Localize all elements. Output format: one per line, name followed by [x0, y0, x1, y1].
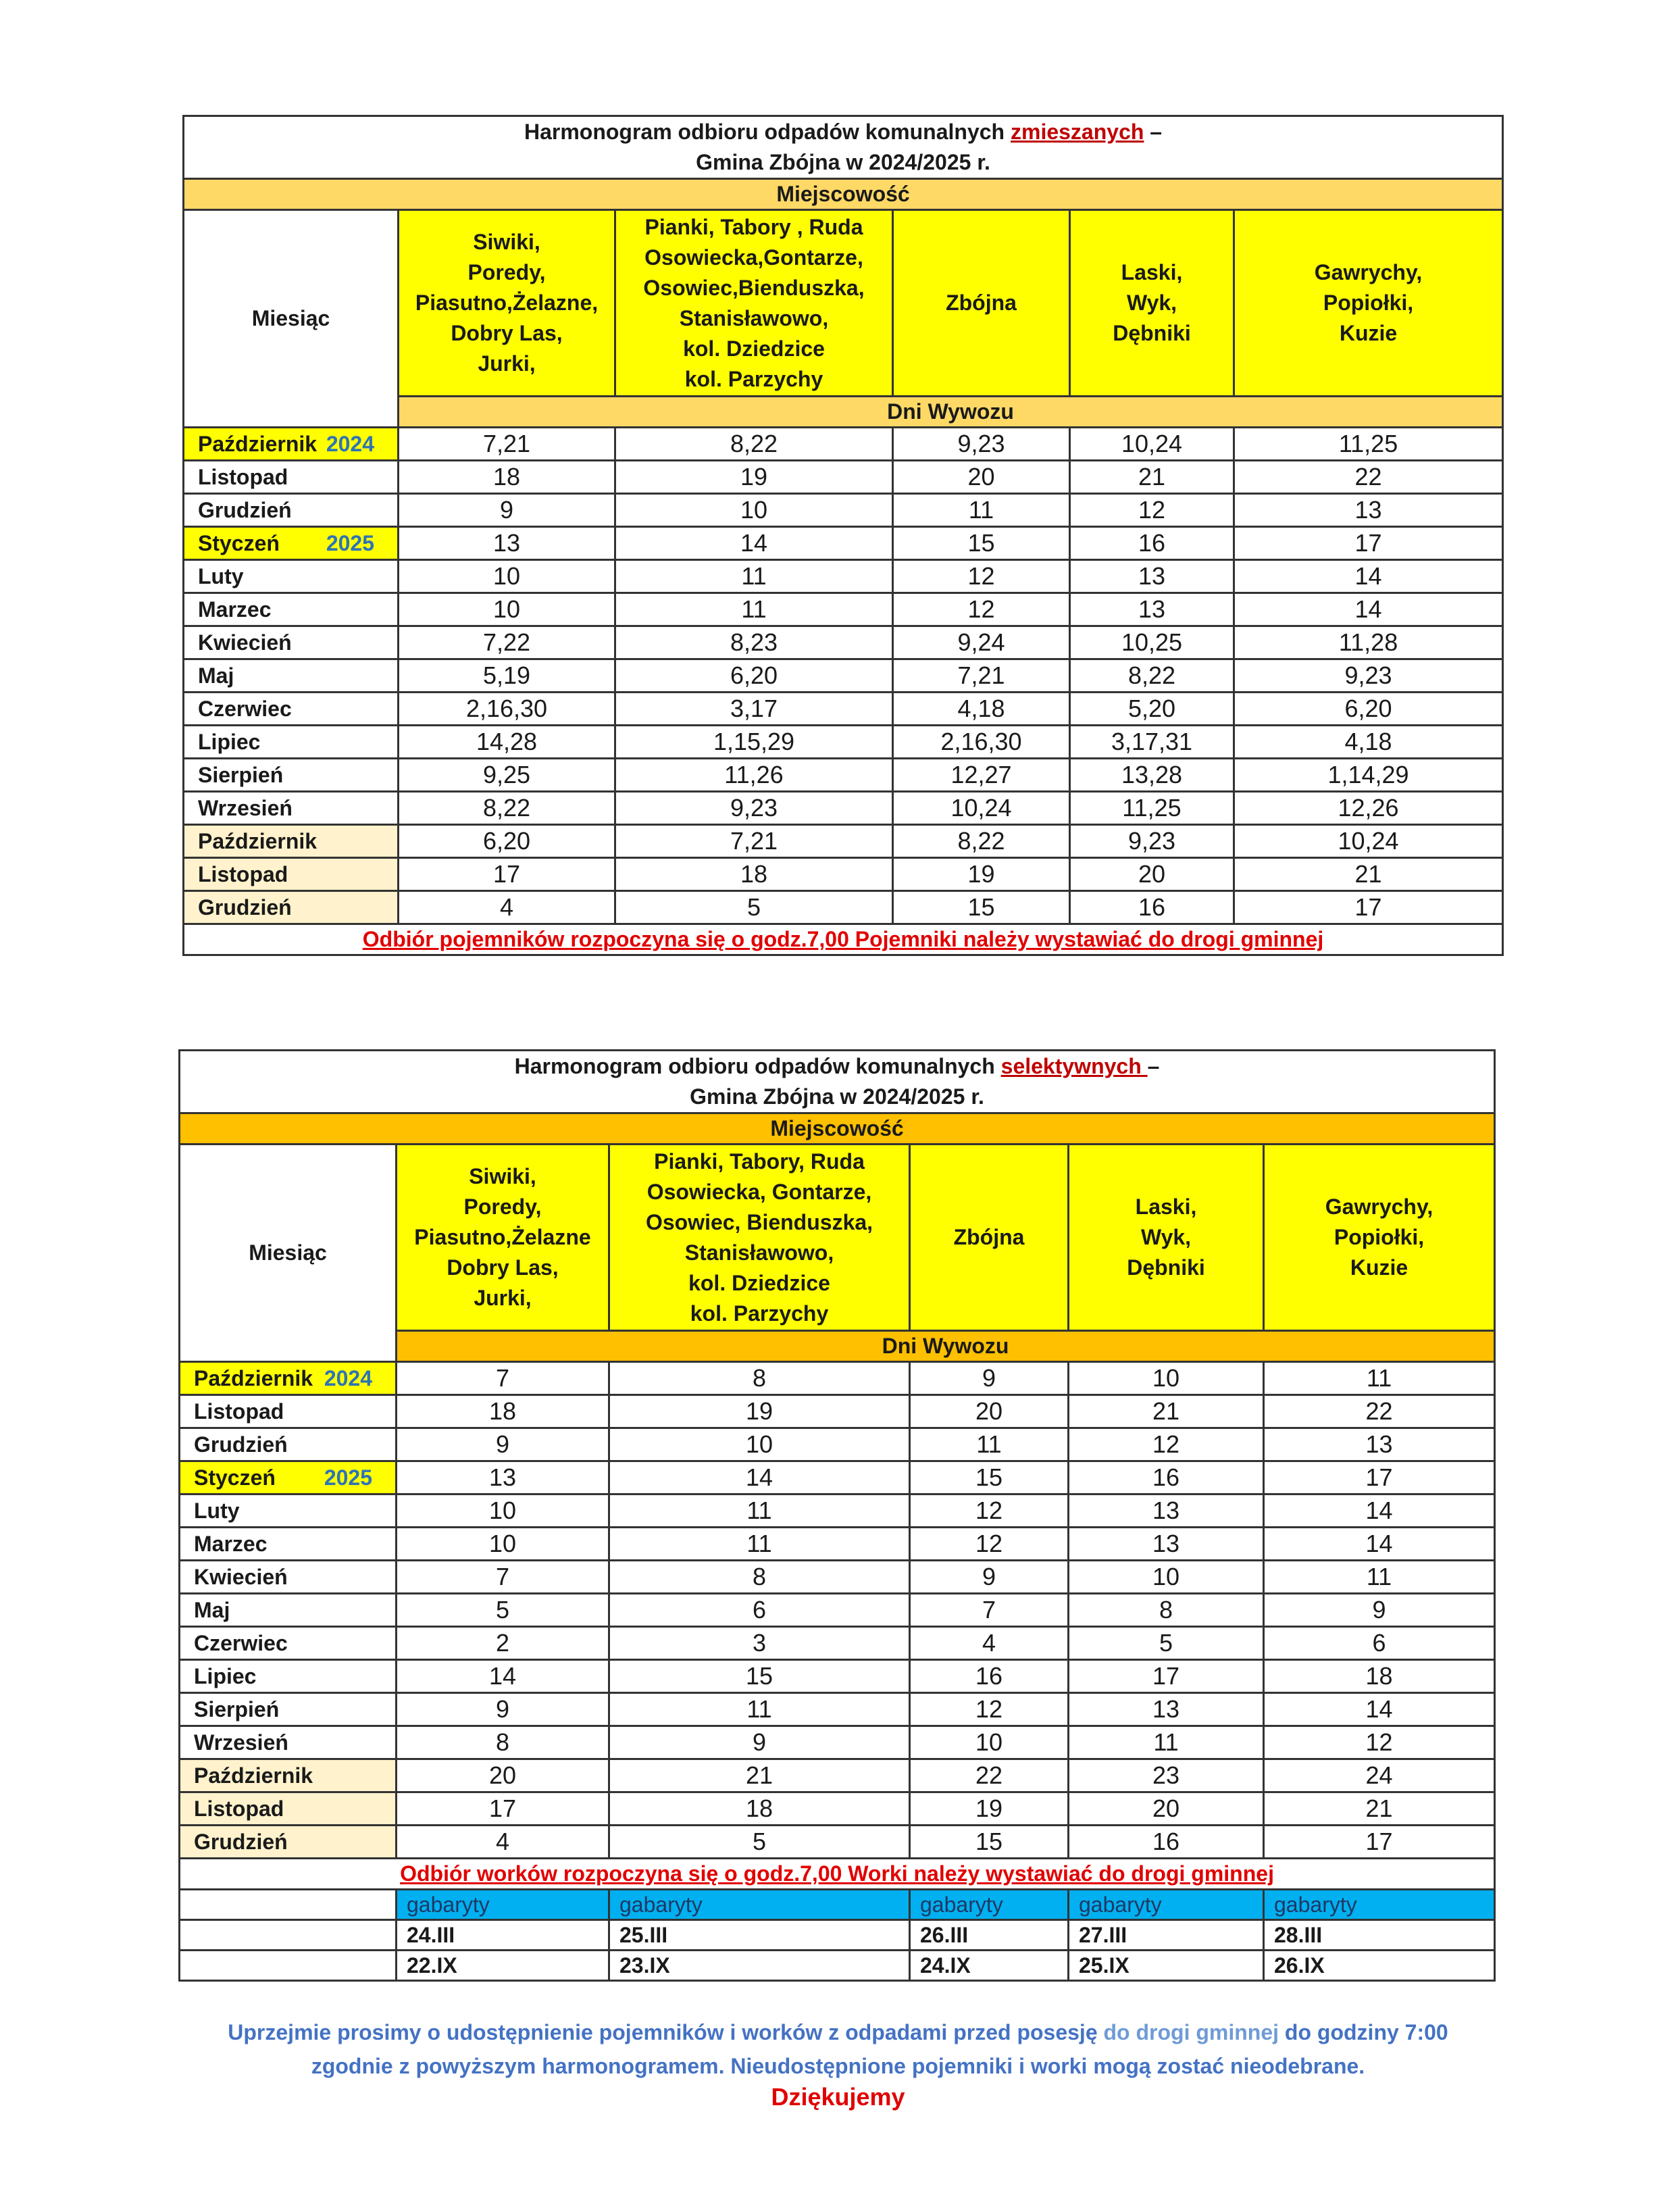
waste-type: selektywnych: [1000, 1054, 1148, 1078]
pickup-days-cell: 14,28: [399, 726, 615, 759]
days-band: Dni Wywozu: [399, 397, 1503, 428]
pickup-days-cell: 9,25: [399, 759, 615, 792]
pickup-days-cell: 15: [893, 891, 1070, 924]
location-header: Zbójna: [893, 210, 1070, 397]
pickup-days-cell: 5,19: [399, 659, 615, 693]
pickup-days-cell: 9: [910, 1362, 1069, 1395]
bulky-label: gabaryty: [397, 1890, 609, 1920]
pickup-days-cell: 17: [1264, 1461, 1495, 1494]
bulky-date: 22.IX: [397, 1951, 609, 1981]
pickup-days-cell: 4,18: [893, 693, 1070, 726]
pickup-note: Odbiór pojemników rozpoczyna się o godz.7,00 Pojemniki należy wystawiać do drogi gminnej: [184, 924, 1503, 955]
pickup-days-cell: 12: [1069, 1428, 1264, 1461]
empty-cell: [180, 1890, 397, 1920]
pickup-days-cell: 4: [399, 891, 615, 924]
pickup-days-cell: 13: [1069, 1528, 1264, 1561]
pickup-days-cell: 14: [1234, 593, 1503, 626]
pickup-days-cell: 3,17: [615, 693, 893, 726]
bulky-date: 26.III: [910, 1920, 1069, 1951]
pickup-days-cell: 14: [615, 527, 893, 560]
pickup-days-cell: 13: [399, 527, 615, 560]
pickup-days-cell: 13: [397, 1461, 609, 1494]
pickup-days-cell: 18: [397, 1395, 609, 1428]
pickup-days-cell: 14: [1264, 1528, 1495, 1561]
pickup-days-cell: 9,23: [615, 792, 893, 825]
pickup-days-cell: 22: [910, 1759, 1069, 1792]
month-cell: Marzec: [184, 593, 399, 626]
pickup-days-cell: 21: [1070, 461, 1234, 494]
pickup-days-cell: 10: [397, 1494, 609, 1528]
month-cell: Październik 2024: [180, 1362, 397, 1395]
pickup-days-cell: 20: [910, 1395, 1069, 1428]
pickup-days-cell: 5: [1069, 1627, 1264, 1660]
pickup-days-cell: 19: [910, 1792, 1069, 1826]
pickup-days-cell: 12: [1264, 1726, 1495, 1759]
empty-cell: [180, 1920, 397, 1951]
pickup-days-cell: 21: [1069, 1395, 1264, 1428]
pickup-days-cell: 11,25: [1234, 428, 1503, 461]
pickup-days-cell: 18: [615, 858, 893, 891]
pickup-days-cell: 11: [910, 1428, 1069, 1461]
pickup-days-cell: 15: [910, 1461, 1069, 1494]
pickup-days-cell: 16: [910, 1660, 1069, 1693]
schedule-row: [184, 891, 1503, 924]
pickup-days-cell: 21: [1264, 1792, 1495, 1826]
pickup-days-cell: 12: [893, 560, 1070, 593]
schedule-row: [184, 858, 1503, 891]
schedule-row: [180, 1428, 1495, 1461]
pickup-days-cell: 17: [1264, 1826, 1495, 1859]
bulky-dates-row: [180, 1951, 1495, 1981]
bulky-date: 28.III: [1264, 1920, 1495, 1951]
pickup-days-cell: 18: [609, 1792, 910, 1826]
month-cell: Wrzesień: [180, 1726, 397, 1759]
month-cell: Luty: [180, 1494, 397, 1528]
pickup-days-cell: 9,23: [1234, 659, 1503, 693]
pickup-days-cell: 11: [609, 1693, 910, 1726]
schedule-row: [184, 560, 1503, 593]
pickup-days-cell: 12: [910, 1693, 1069, 1726]
mixed-waste-schedule-table: [182, 115, 1504, 956]
pickup-days-cell: 19: [615, 461, 893, 494]
pickup-days-cell: 10: [399, 560, 615, 593]
pickup-days-cell: 20: [1070, 858, 1234, 891]
month-cell: Styczeń 2025: [184, 527, 399, 560]
pickup-days-cell: 18: [399, 461, 615, 494]
table-title: Harmonogram odbioru odpadów komunalnych zmieszanych – Gmina Zbójna w 2024/2025 r.: [184, 116, 1503, 179]
schedule-row: [184, 659, 1503, 693]
pickup-days-cell: 8,23: [615, 626, 893, 659]
pickup-days-cell: 1,15,29: [615, 726, 893, 759]
days-band: Dni Wywozu: [397, 1331, 1495, 1362]
pickup-days-cell: 8,22: [399, 792, 615, 825]
pickup-days-cell: 14: [609, 1461, 910, 1494]
month-cell: Kwiecień: [184, 626, 399, 659]
schedule-row: [180, 1759, 1495, 1792]
month-cell: Czerwiec: [180, 1627, 397, 1660]
pickup-days-cell: 5: [397, 1594, 609, 1627]
pickup-days-cell: 5: [609, 1826, 910, 1859]
schedule-row: [180, 1395, 1495, 1428]
pickup-days-cell: 8: [609, 1561, 910, 1594]
pickup-days-cell: 17: [1234, 527, 1503, 560]
bulky-dates-row: [180, 1920, 1495, 1951]
pickup-note: Odbiór worków rozpoczyna się o godz.7,00 Worki należy wystawiać do drogi gminnej: [180, 1859, 1495, 1890]
month-cell: Luty: [184, 560, 399, 593]
pickup-days-cell: 7,21: [615, 825, 893, 858]
schedule-row: [180, 1660, 1495, 1693]
month-cell: Sierpień: [180, 1693, 397, 1726]
bulky-waste-row: [180, 1890, 1495, 1920]
month-cell: Grudzień: [180, 1826, 397, 1859]
thanks-text: Dziękujemy: [771, 2083, 905, 2111]
pickup-days-cell: 10: [1069, 1561, 1264, 1594]
bulky-date: 25.IX: [1069, 1951, 1264, 1981]
month-cell: Listopad: [184, 461, 399, 494]
pickup-days-cell: 7: [397, 1561, 609, 1594]
pickup-days-cell: 17: [397, 1792, 609, 1826]
pickup-days-cell: 12: [1070, 494, 1234, 527]
pickup-days-cell: 11: [893, 494, 1070, 527]
pickup-days-cell: 2: [397, 1627, 609, 1660]
pickup-days-cell: 9: [910, 1561, 1069, 1594]
pickup-days-cell: 11,28: [1234, 626, 1503, 659]
pickup-days-cell: 6,20: [615, 659, 893, 693]
pickup-days-cell: 20: [1069, 1792, 1264, 1826]
schedule-row: [184, 494, 1503, 527]
location-header: Pianki, Tabory, Ruda Osowiecka, Gontarze, Osowiec, Bienduszka, Stanisławowo, kol. Dziedzice kol. Parzychy: [609, 1145, 910, 1331]
month-cell: Kwiecień: [180, 1561, 397, 1594]
pickup-days-cell: 13: [1234, 494, 1503, 527]
schedule-row: [180, 1528, 1495, 1561]
schedule-row: [180, 1494, 1495, 1528]
table-title: Harmonogram odbioru odpadów komunalnych selektywnych – Gmina Zbójna w 2024/2025 r.: [180, 1051, 1495, 1113]
month-cell: Grudzień: [184, 891, 399, 924]
pickup-days-cell: 9: [397, 1693, 609, 1726]
pickup-days-cell: 14: [1264, 1693, 1495, 1726]
pickup-days-cell: 11: [1069, 1726, 1264, 1759]
pickup-days-cell: 15: [893, 527, 1070, 560]
pickup-days-cell: 20: [893, 461, 1070, 494]
empty-cell: [180, 1951, 397, 1981]
pickup-days-cell: 17: [399, 858, 615, 891]
pickup-days-cell: 9: [609, 1726, 910, 1759]
pickup-days-cell: 4,18: [1234, 726, 1503, 759]
schedule-row: [184, 759, 1503, 792]
pickup-days-cell: 10,24: [893, 792, 1070, 825]
pickup-days-cell: 16: [1069, 1461, 1264, 1494]
location-header: Siwiki, Poredy, Piasutno,Żelazne, Dobry Las, Jurki,: [399, 210, 615, 397]
location-header: Gawrychy, Popiołki, Kuzie: [1234, 210, 1503, 397]
pickup-days-cell: 13: [1069, 1494, 1264, 1528]
footer-notice: Uprzejmie prosimy o udostępnienie pojemników i worków z odpadami przed posesję do drogi gminnej do godziny 7:00 zgodnie z powyższym harmonogramem. Nieudostępnione pojemniki i worki mogą zostać nieodebrane.: [228, 2020, 1448, 2078]
month-cell: Listopad: [180, 1792, 397, 1826]
month-cell: Grudzień: [180, 1428, 397, 1461]
bulky-label: gabaryty: [910, 1890, 1069, 1920]
month-cell: Listopad: [184, 858, 399, 891]
pickup-days-cell: 12,27: [893, 759, 1070, 792]
pickup-days-cell: 15: [910, 1826, 1069, 1859]
schedule-row: [184, 792, 1503, 825]
pickup-days-cell: 12: [910, 1528, 1069, 1561]
bulky-label: gabaryty: [1069, 1890, 1264, 1920]
month-cell: Wrzesień: [184, 792, 399, 825]
pickup-days-cell: 6,20: [399, 825, 615, 858]
pickup-days-cell: 11: [1264, 1362, 1495, 1395]
schedule-row: [184, 726, 1503, 759]
pickup-days-cell: 11: [615, 560, 893, 593]
pickup-days-cell: 13,28: [1070, 759, 1234, 792]
pickup-days-cell: 12,26: [1234, 792, 1503, 825]
location-header: Laski, Wyk, Dębniki: [1069, 1145, 1264, 1331]
pickup-days-cell: 23: [1069, 1759, 1264, 1792]
month-cell: Maj: [180, 1594, 397, 1627]
pickup-days-cell: 15: [609, 1660, 910, 1693]
pickup-days-cell: 9,24: [893, 626, 1070, 659]
schedule-row: [184, 626, 1503, 659]
pickup-days-cell: 3: [609, 1627, 910, 1660]
pickup-days-cell: 8,22: [1070, 659, 1234, 693]
pickup-days-cell: 11: [609, 1494, 910, 1528]
schedule-row: [180, 1693, 1495, 1726]
month-cell: Lipiec: [180, 1660, 397, 1693]
month-cell: Październik 2024: [184, 428, 399, 461]
pickup-days-cell: 10,25: [1070, 626, 1234, 659]
bulky-label: gabaryty: [1264, 1890, 1495, 1920]
schedule-row: [180, 1461, 1495, 1494]
pickup-days-cell: 10,24: [1070, 428, 1234, 461]
pickup-days-cell: 9: [397, 1428, 609, 1461]
bulky-date: 24.IX: [910, 1951, 1069, 1981]
pickup-days-cell: 13: [1070, 593, 1234, 626]
pickup-days-cell: 7,21: [399, 428, 615, 461]
location-header: Zbójna: [910, 1145, 1069, 1331]
month-cell: Grudzień: [184, 494, 399, 527]
year-label: 2025: [326, 530, 374, 555]
month-cell: Sierpień: [184, 759, 399, 792]
year-label: 2025: [324, 1465, 372, 1490]
month-header: Miesiąc: [180, 1145, 397, 1362]
pickup-days-cell: 16: [1070, 891, 1234, 924]
bulky-date: 25.III: [609, 1920, 910, 1951]
pickup-days-cell: 2,16,30: [399, 693, 615, 726]
location-band: Miejscowość: [184, 179, 1503, 210]
pickup-days-cell: 14: [1234, 560, 1503, 593]
pickup-days-cell: 7: [397, 1362, 609, 1395]
schedule-row: [184, 527, 1503, 560]
location-header: Siwiki, Poredy, Piasutno,Żelazne Dobry Las, Jurki,: [397, 1145, 609, 1331]
pickup-days-cell: 11: [1264, 1561, 1495, 1594]
schedule-row: [180, 1627, 1495, 1660]
pickup-days-cell: 10: [609, 1428, 910, 1461]
pickup-days-cell: 21: [609, 1759, 910, 1792]
month-header: Miesiąc: [184, 210, 399, 428]
schedule-row: [184, 461, 1503, 494]
pickup-days-cell: 5,20: [1070, 693, 1234, 726]
pickup-days-cell: 8: [397, 1726, 609, 1759]
location-header: Laski, Wyk, Dębniki: [1070, 210, 1234, 397]
schedule-row: [184, 693, 1503, 726]
pickup-days-cell: 6: [609, 1594, 910, 1627]
pickup-days-cell: 7: [910, 1594, 1069, 1627]
bulky-date: 26.IX: [1264, 1951, 1495, 1981]
pickup-days-cell: 17: [1069, 1660, 1264, 1693]
pickup-days-cell: 1,14,29: [1234, 759, 1503, 792]
year-label: 2024: [324, 1365, 372, 1390]
pickup-days-cell: 10: [1069, 1362, 1264, 1395]
pickup-days-cell: 16: [1070, 527, 1234, 560]
pickup-days-cell: 22: [1234, 461, 1503, 494]
pickup-days-cell: 11: [615, 593, 893, 626]
pickup-days-cell: 9: [1264, 1594, 1495, 1627]
pickup-days-cell: 17: [1234, 891, 1503, 924]
pickup-days-cell: 4: [397, 1826, 609, 1859]
pickup-days-cell: 13: [1264, 1428, 1495, 1461]
pickup-days-cell: 10: [399, 593, 615, 626]
pickup-days-cell: 11: [609, 1528, 910, 1561]
schedule-row: [184, 428, 1503, 461]
pickup-days-cell: 7,22: [399, 626, 615, 659]
pickup-days-cell: 4: [910, 1627, 1069, 1660]
pickup-days-cell: 18: [1264, 1660, 1495, 1693]
pickup-days-cell: 10: [397, 1528, 609, 1561]
pickup-days-cell: 13: [1069, 1693, 1264, 1726]
pickup-days-cell: 7,21: [893, 659, 1070, 693]
schedule-row: [184, 593, 1503, 626]
schedule-row: [180, 1726, 1495, 1759]
pickup-days-cell: 2,16,30: [893, 726, 1070, 759]
pickup-days-cell: 10: [615, 494, 893, 527]
waste-type: zmieszanych: [1010, 120, 1144, 144]
pickup-days-cell: 10,24: [1234, 825, 1503, 858]
month-cell: Czerwiec: [184, 693, 399, 726]
location-band: Miejscowość: [180, 1113, 1495, 1145]
month-cell: Maj: [184, 659, 399, 693]
pickup-days-cell: 13: [1070, 560, 1234, 593]
pickup-days-cell: 9: [399, 494, 615, 527]
month-cell: Październik: [184, 825, 399, 858]
pickup-days-cell: 16: [1069, 1826, 1264, 1859]
month-cell: Styczeń 2025: [180, 1461, 397, 1494]
pickup-days-cell: 22: [1264, 1395, 1495, 1428]
pickup-days-cell: 12: [910, 1494, 1069, 1528]
pickup-days-cell: 10: [910, 1726, 1069, 1759]
schedule-row: [180, 1826, 1495, 1859]
month-cell: Lipiec: [184, 726, 399, 759]
pickup-days-cell: 9,23: [1070, 825, 1234, 858]
schedule-row: [184, 825, 1503, 858]
pickup-days-cell: 19: [609, 1395, 910, 1428]
pickup-days-cell: 6,20: [1234, 693, 1503, 726]
pickup-days-cell: 24: [1264, 1759, 1495, 1792]
year-label: 2024: [326, 431, 374, 456]
pickup-days-cell: 8: [1069, 1594, 1264, 1627]
selective-waste-schedule-table: [178, 1049, 1496, 1982]
pickup-days-cell: 9,23: [893, 428, 1070, 461]
pickup-days-cell: 5: [615, 891, 893, 924]
bulky-date: 27.III: [1069, 1920, 1264, 1951]
bulky-date: 24.III: [397, 1920, 609, 1951]
pickup-days-cell: 12: [893, 593, 1070, 626]
location-header: Gawrychy, Popiołki, Kuzie: [1264, 1145, 1495, 1331]
bulky-label: gabaryty: [609, 1890, 910, 1920]
pickup-days-cell: 11,25: [1070, 792, 1234, 825]
schedule-row: [180, 1561, 1495, 1594]
pickup-days-cell: 14: [1264, 1494, 1495, 1528]
pickup-days-cell: 14: [397, 1660, 609, 1693]
schedule-row: [180, 1594, 1495, 1627]
pickup-days-cell: 11,26: [615, 759, 893, 792]
bulky-date: 23.IX: [609, 1951, 910, 1981]
pickup-days-cell: 8: [609, 1362, 910, 1395]
pickup-days-cell: 21: [1234, 858, 1503, 891]
pickup-days-cell: 8,22: [615, 428, 893, 461]
month-cell: Marzec: [180, 1528, 397, 1561]
location-header: Pianki, Tabory , Ruda Osowiecka,Gontarze, Osowiec,Bienduszka, Stanisławowo, kol. Dziedzice kol. Parzychy: [615, 210, 893, 397]
pickup-days-cell: 20: [397, 1759, 609, 1792]
month-cell: Listopad: [180, 1395, 397, 1428]
pickup-days-cell: 8,22: [893, 825, 1070, 858]
pickup-days-cell: 3,17,31: [1070, 726, 1234, 759]
schedule-row: [180, 1362, 1495, 1395]
pickup-days-cell: 6: [1264, 1627, 1495, 1660]
schedule-row: [180, 1792, 1495, 1826]
pickup-days-cell: 19: [893, 858, 1070, 891]
month-cell: Październik: [180, 1759, 397, 1792]
